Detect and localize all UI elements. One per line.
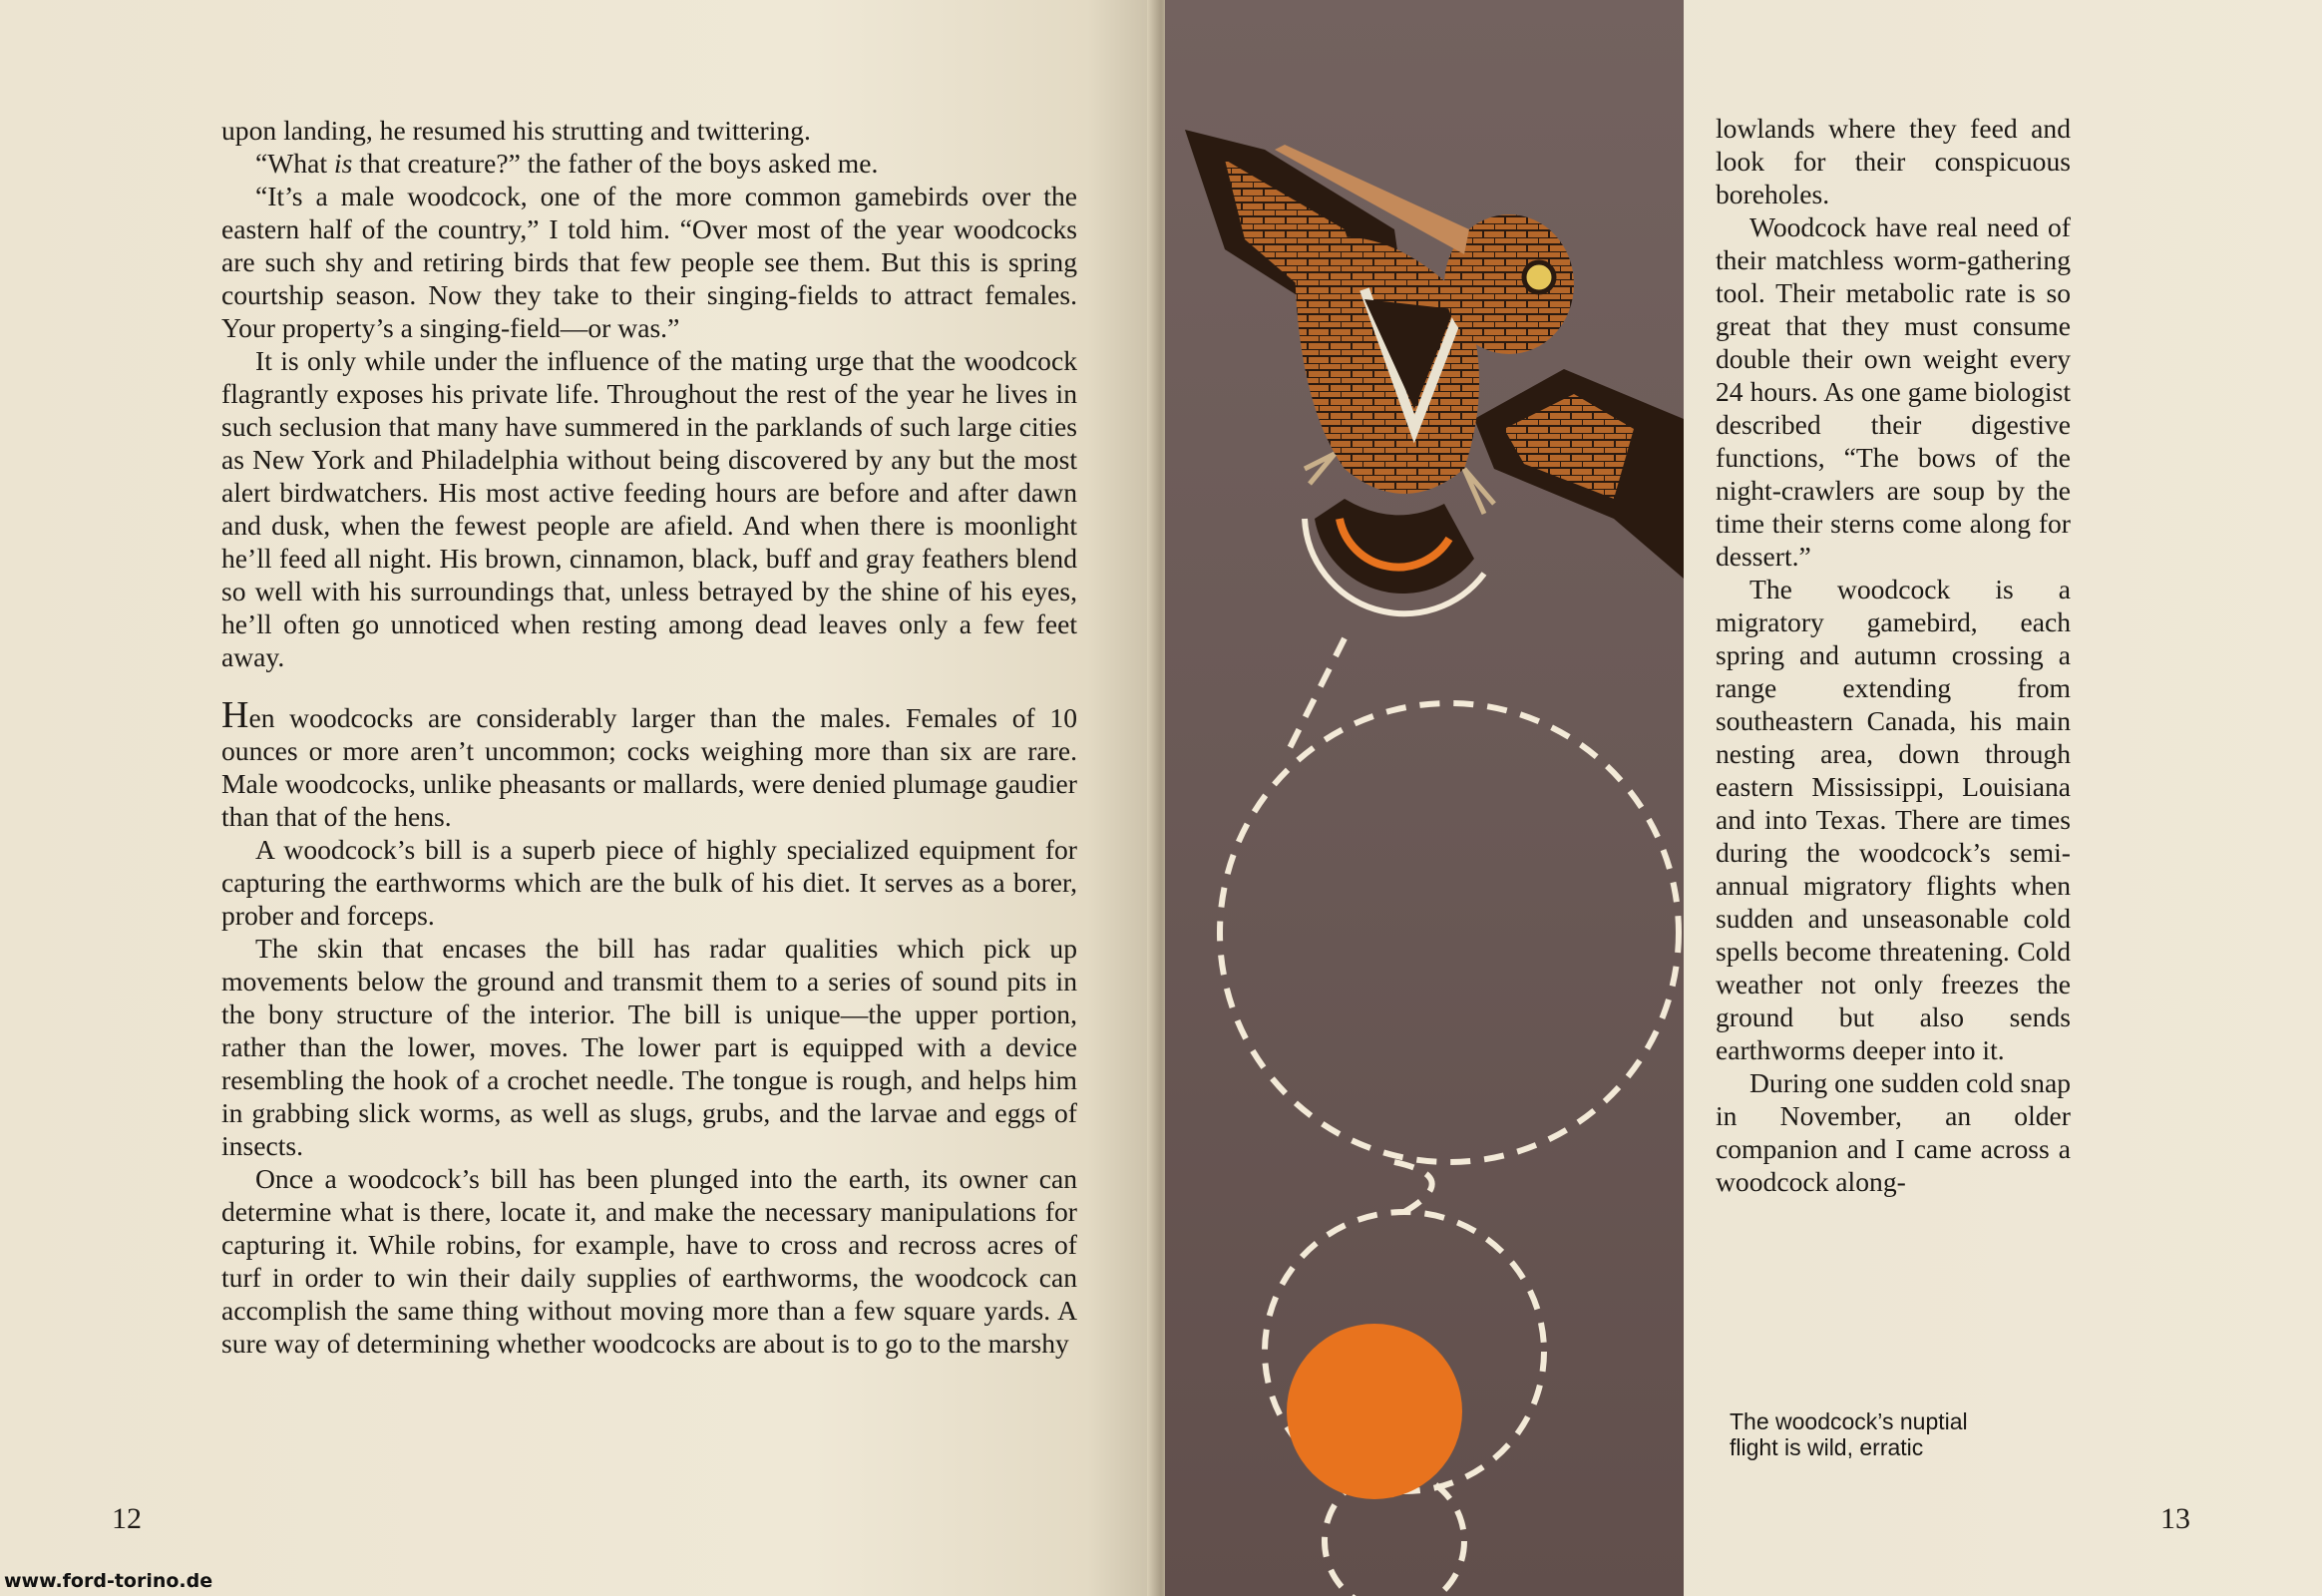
paragraph: The skin that encases the bill has radar qualities which pick up movements below the ground and transmit them to a series of sound pits in the bony structure of the interior. The bill is unique—the upper portion, rather than the lower, moves. The lower part is equipped with a device resembling the hook of a crochet needle. The tongue is rough, and helps him in grabbing slick worms, as well as slugs, grubs, and the larvae and eggs of insects. bbox=[221, 933, 1077, 1161]
paragraph-body: en woodcocks are considerably larger than the males. Females of 10 ounces or more aren’t uncommon; cocks weighing more than six are rare. Male woodcocks, unlike pheasants or mallards, were denied plumage gaudier than that of the hens. bbox=[221, 702, 1077, 832]
left-page-text bbox=[221, 114, 1077, 1360]
paragraph: The woodcock is a migratory gamebird, each spring and autumn crossing a range extending from southeastern Canada, his main nesting area, down through eastern Mississippi, Louisiana and into Texas. There are times during the woodcock’s semi-annual migratory flights when sudden and unseasonable cold spells become threatening. Cold weather not only freezes the ground but also sends earthworms deeper into it. bbox=[1716, 574, 2071, 1065]
page-number-right: 13 bbox=[2160, 1502, 2190, 1535]
paragraph: “What is that creature?” the father of the boys asked me. bbox=[255, 148, 879, 179]
paragraph: lowlands where they feed and look for their conspicuous boreholes. bbox=[1716, 113, 2071, 209]
woodcock-flight-svg bbox=[1165, 0, 1684, 1596]
paragraph: Woodcock have real need of their matchless worm-gathering tool. Their metabolic rate is so great that they must consume double their own weight every 24 hours. As one game biologist described their digestive functions, “The bows of the night-crawlers are soup by the time their sterns come along for dessert.” bbox=[1716, 211, 2071, 572]
illustration-caption: The woodcock’s nuptial flight is wild, erratic bbox=[1730, 1408, 1968, 1460]
paragraph: A woodcock’s bill is a superb piece of highly specialized equipment for capturing the earthworms which are the bulk of his diet. It serves as a borer, prober and forceps. bbox=[221, 834, 1077, 931]
drop-cap: H bbox=[221, 694, 249, 736]
paragraph: During one sudden cold snap in November, an older companion and I came across a woodcock along- bbox=[1716, 1067, 2071, 1197]
sun-icon bbox=[1287, 1324, 1462, 1499]
page-number-left: 12 bbox=[112, 1502, 142, 1535]
paragraph: It is only while under the influence of the mating urge that the woodcock flagrantly exposes his private life. Throughout the rest of the year he lives in such seclusion that many have summered in the parklands of such large cities as New York and Philadelphia without being discovered by any but the most alert birdwatchers. His most active feeding hours are before and after dawn and dusk, when the fewest people are afield. And when there is moonlight he’ll feed all night. His brown, cinnamon, black, buff and gray feathers blend so well with his surroundings that, unless betrayed by the shine of his eyes, he’ll often go unnoticed when resting among dead leaves only a few feet away. bbox=[221, 345, 1077, 672]
paragraph: Once a woodcock’s bill has been plunged into the earth, its owner can determine what is there, locate it, and make the necessary manipulations for capturing it. While robins, for example, have to cross and recross acres of turf in order to win their daily supplies of earthworms, the woodcock can accomplish the same thing without moving more than a few square yards. A sure way of determining whether woodcocks are about is to go to the marshy bbox=[221, 1163, 1077, 1359]
woodcock-illustration bbox=[1165, 0, 1684, 1596]
right-page-text bbox=[1716, 112, 2071, 1198]
section-paragraph bbox=[221, 694, 1077, 833]
paragraph: “It’s a male woodcock, one of the more common gamebirds over the eastern half of the country,” I told him. “Over most of the year woodcocks are such shy and retiring birds that few people see them. But this is spring courtship season. Now they take to their singing-fields to attract females. Your property’s a singing-field—or was.” bbox=[221, 181, 1077, 343]
watermark: www.ford-torino.de bbox=[4, 1570, 213, 1592]
paragraph: upon landing, he resumed his strutting and twittering. bbox=[221, 115, 811, 146]
